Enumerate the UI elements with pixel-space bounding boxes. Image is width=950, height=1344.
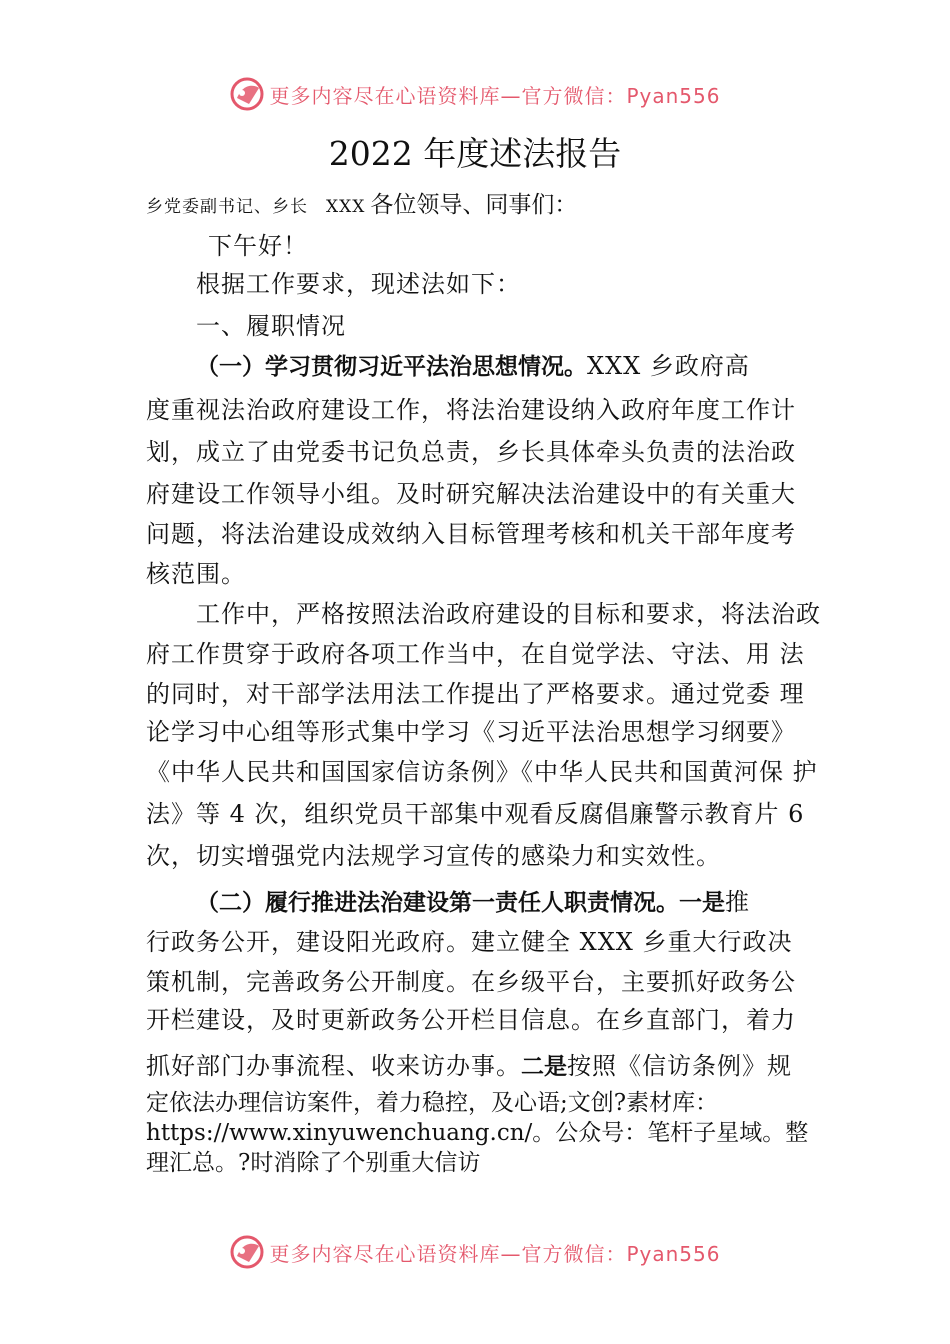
paragraph-line: 府建设工作领导小组。及时研究解决法治建设中的有关重大 [146, 480, 796, 508]
greeting-text: 各位领导、同事们： [370, 192, 578, 218]
subsection-heading-2: （二）履行推进法治建设第一责任人职责情况。一是 [196, 890, 725, 916]
page-title: 2022 年度述法报告 [328, 134, 622, 173]
header-banner-text: 更多内容尽在心语资料库—官方微信：Pyan556 [269, 83, 721, 108]
bold-marker: 二是 [521, 1054, 567, 1080]
paragraph-line: 法》等 4 次，组织党员干部集中观看反腐倡廉警示教育片 6 [146, 800, 805, 828]
paragraph-line: 策机制，完善政务公开制度。在乡级平台，主要抓好政务公 [146, 968, 796, 996]
paragraph-line: 工作中，严格按照法治政府建设的目标和要求，将法治政 [196, 600, 821, 628]
watermark-logo-icon [229, 76, 265, 112]
subsection-heading-1: （一）学习贯彻习近平法治思想情况。 [196, 354, 587, 380]
paragraph-line: 的同时，对干部学法用法工作提出了严格要求。通过党委 理 [146, 680, 805, 708]
paragraph-line: 府工作贯穿于政府各项工作当中，在自觉学法、守法、用 法 [146, 640, 805, 668]
speaker-title: 乡党委副书记、乡长 XXX [146, 197, 366, 217]
header-banner [0, 74, 950, 114]
afternoon-greeting: 下午好！ [208, 232, 308, 260]
paragraph-line: 问题，将法治建设成效纳入目标管理考核和机关干部年度考 [146, 520, 796, 548]
paragraph-line: 核范围。 [146, 560, 246, 588]
paragraph-line: 《中华人民共和国国家信访条例》《中华人民共和国黄河保 护 [146, 758, 818, 786]
footer-banner [0, 1232, 950, 1272]
paragraph-line: 划，成立了由党委书记负总责，乡长具体牵头负责的法治政 [146, 438, 796, 466]
watermark-logo-icon [229, 1234, 265, 1270]
paragraph-line: 开栏建设，及时更新政务公开栏目信息。在乡直部门，着力 [146, 1006, 796, 1034]
salutation [146, 186, 577, 219]
paragraph-line: 行政务公开，建设阳光政府。建立健全 XXX 乡重大行政决 [146, 928, 793, 956]
paragraph-line: 次，切实增强党内法规学习宣传的感染力和实效性。 [146, 842, 721, 870]
section-heading-1: 一、履职情况 [196, 312, 346, 340]
paragraph-line: 论学习中心组等形式集中学习《习近平法治思想学习纲要》 [146, 718, 796, 746]
paragraph-line: （一）学习贯彻习近平法治思想情况。XXX 乡政府高 [196, 352, 750, 380]
paragraph-line: 定依法办理信访案件，着力稳控，及心语;文创?素材库： [146, 1090, 719, 1116]
paragraph-line: （二）履行推进法治建设第一责任人职责情况。一是推 [196, 888, 750, 916]
paragraph-line: 抓好部门办事流程、收来访办事。二是按照《信访条例》规 [146, 1052, 792, 1080]
paragraph-line: https://www.xinyuwenchuang.cn/。公众号：笔杆子星域。整 [146, 1120, 809, 1146]
footer-banner-text: 更多内容尽在心语资料库—官方微信：Pyan556 [269, 1241, 721, 1266]
paragraph-line: 理汇总。?时消除了个别重大信访 [146, 1150, 481, 1176]
paragraph-line: 度重视法治政府建设工作，将法治建设纳入政府年度工作计 [146, 396, 796, 424]
intro-line: 根据工作要求，现述法如下： [196, 270, 521, 298]
